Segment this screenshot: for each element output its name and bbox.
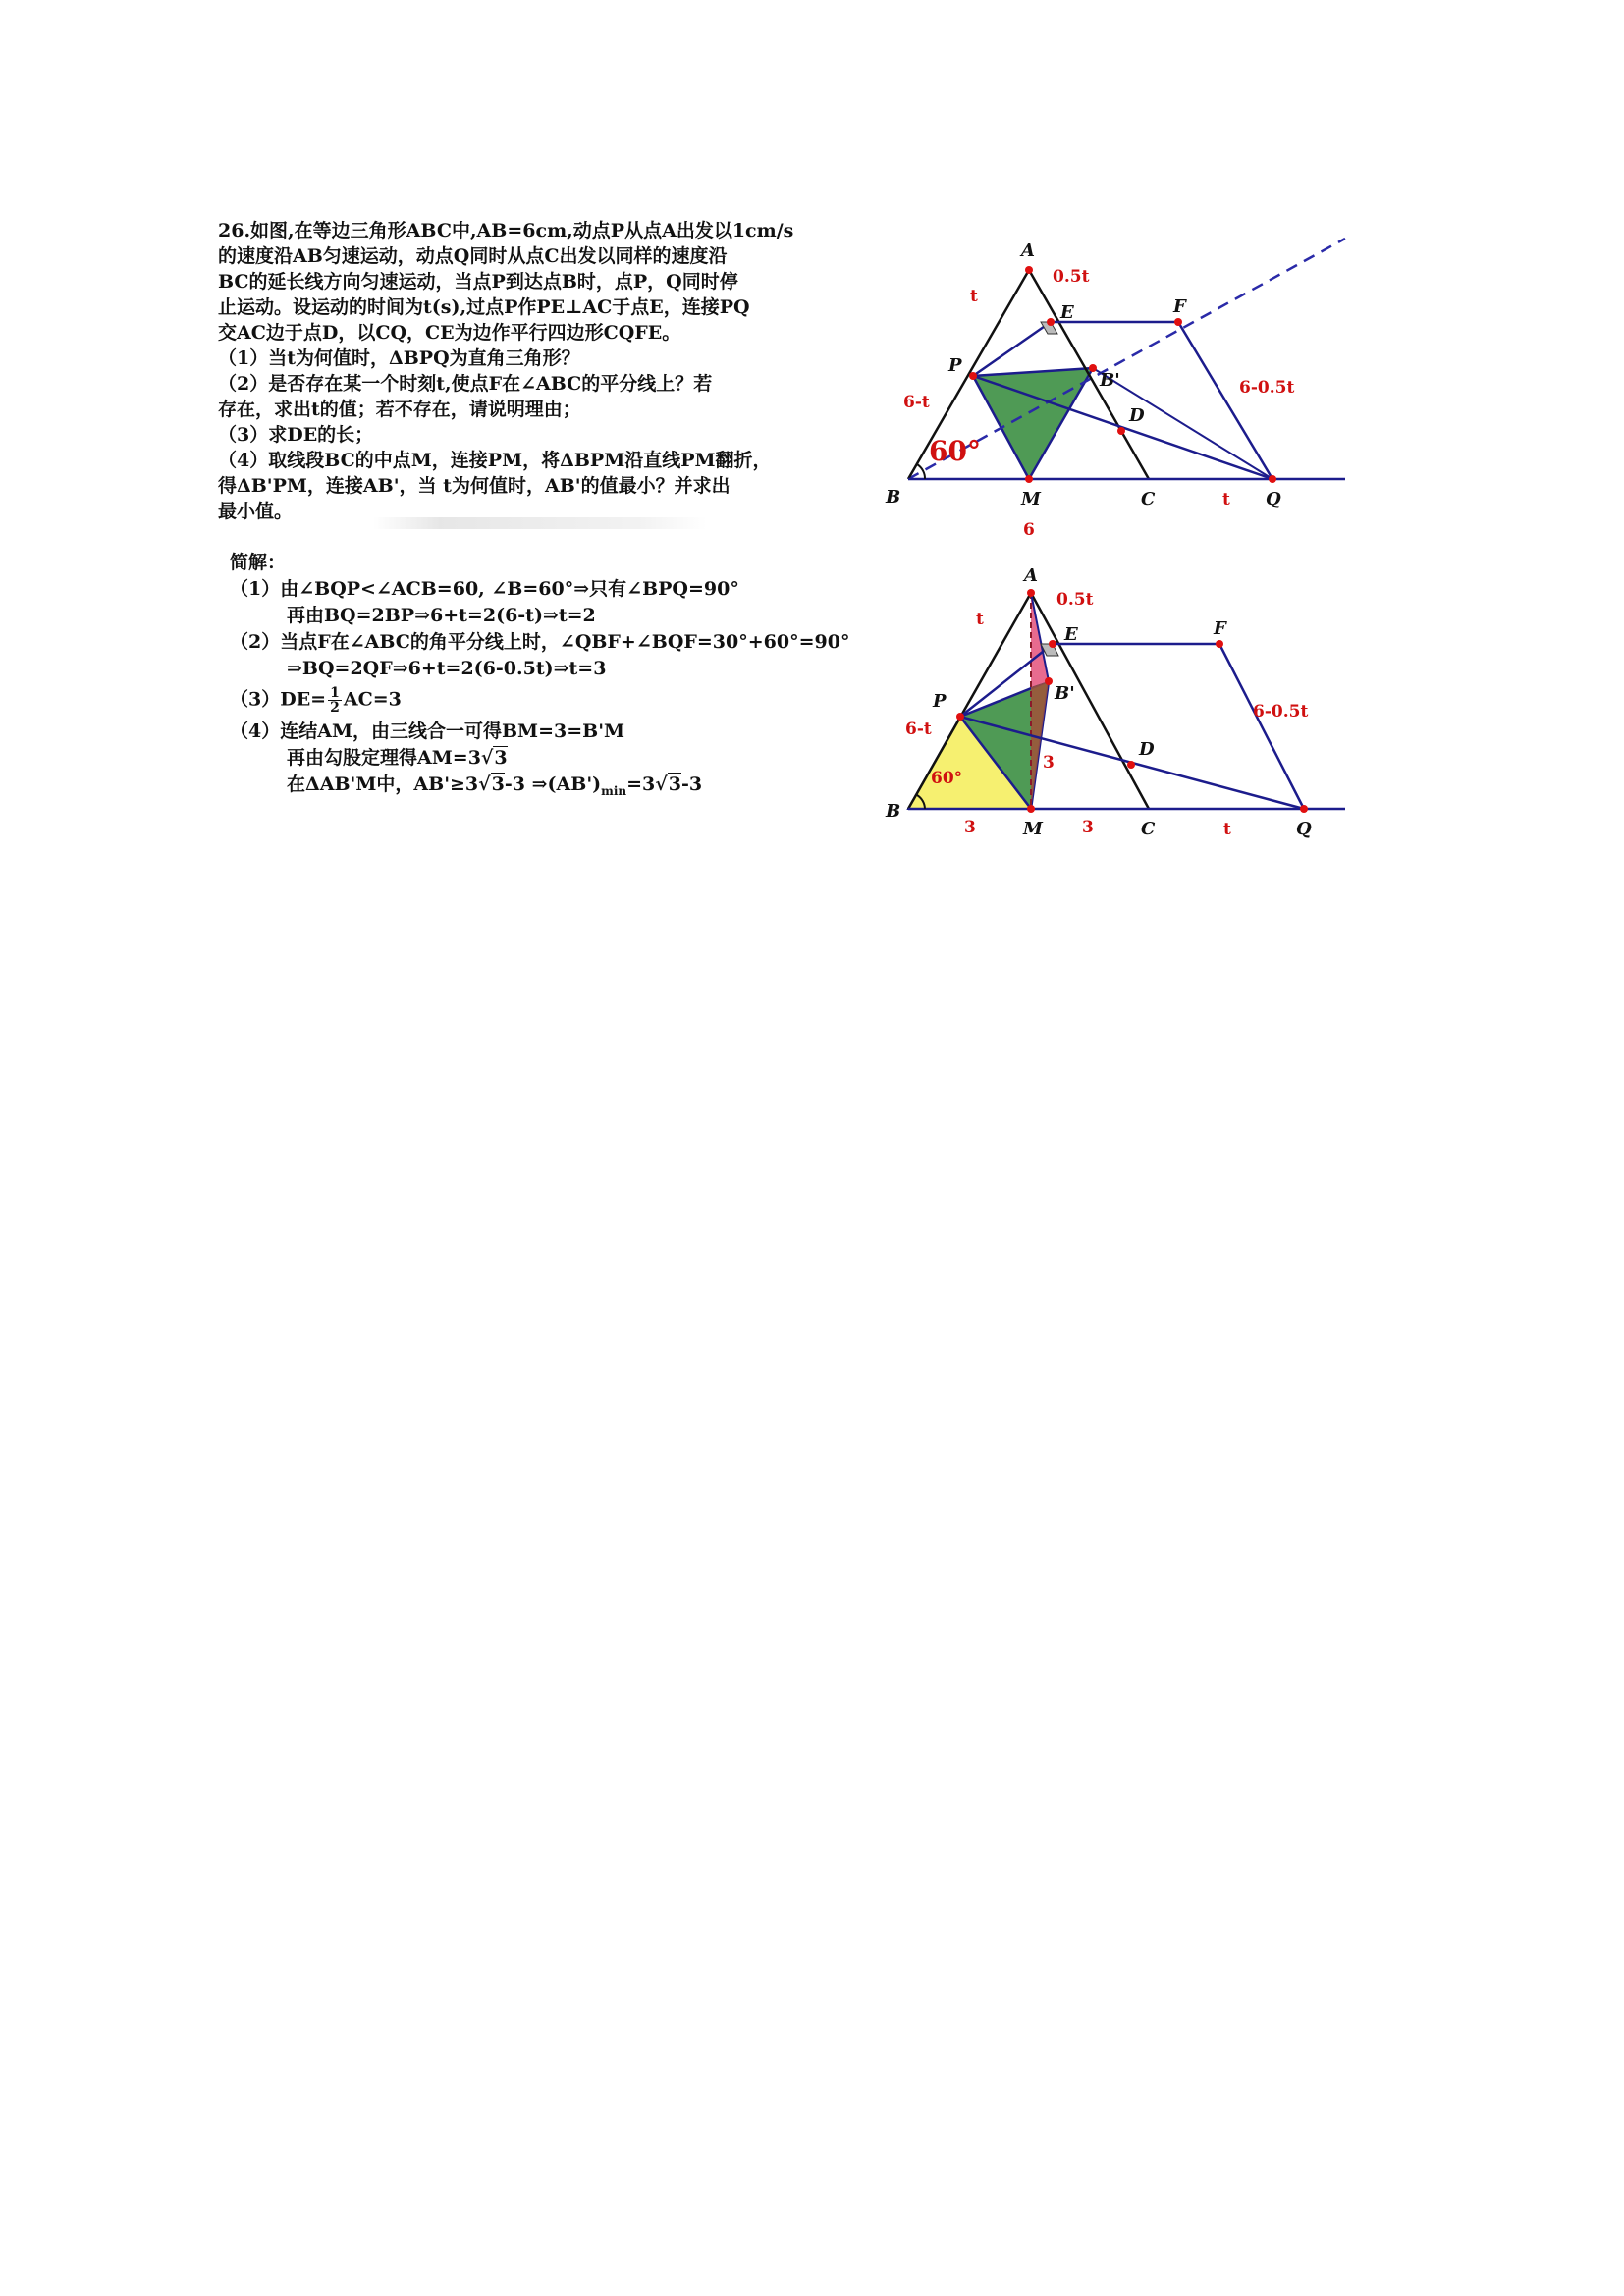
solution-step-3 <box>230 686 937 715</box>
label-m: M <box>1023 819 1043 839</box>
solution-step-4-cont: 再由勾股定理得AM=3√3 <box>287 747 508 769</box>
point-q-dot <box>1269 475 1276 483</box>
label-bprime: B' <box>1100 370 1120 391</box>
problem-line: （3）求DE的长； <box>218 424 374 446</box>
point-m-dot <box>1025 475 1033 483</box>
label-q: Q <box>1296 819 1312 839</box>
label-d: D <box>1129 405 1145 426</box>
label-bc: 6 <box>1023 520 1035 540</box>
line-fq <box>1178 322 1272 479</box>
problem-line: 交AC边于点D，以CQ，CE为边作平行四边形CQFE。 <box>218 322 681 344</box>
solution-step-4: （4）连结AM，由三线合一可得BM=3=B'M <box>230 721 625 742</box>
label-e: E <box>1060 302 1074 323</box>
label-bprime: B' <box>1055 683 1075 704</box>
step-4c-eq: =3 <box>626 774 656 795</box>
step-4c-end: -3 <box>681 774 703 795</box>
sqrt-radicand: 3 <box>494 747 508 769</box>
label-bm: 3 <box>964 818 976 837</box>
problem-statement <box>218 218 874 524</box>
label-e: E <box>1064 624 1078 645</box>
scan-smudge <box>373 517 707 529</box>
point-p-dot <box>956 713 964 721</box>
point-p-dot <box>969 372 977 380</box>
label-m: M <box>1021 489 1041 509</box>
point-m-dot <box>1027 805 1035 813</box>
problem-line: 得ΔB'PM，连接AB'，当 t为何值时，AB'的值最小？并求出 <box>218 475 731 497</box>
solution-heading: 简解： <box>230 552 287 573</box>
step-4b-text: 再由勾股定理得AM=3 <box>287 747 481 769</box>
label-c: C <box>1141 489 1156 509</box>
label-angle: 60° <box>931 769 963 788</box>
label-d: D <box>1139 739 1155 760</box>
fraction-numerator: 1 <box>330 685 340 701</box>
sqrt-radicand: 3 <box>668 774 681 795</box>
step-4c-mid: -3 ⇒(AB') <box>504 774 602 795</box>
problem-line: 最小值。 <box>218 501 294 522</box>
label-ae: 0.5t <box>1053 267 1090 287</box>
sqrt-radicand: 3 <box>491 774 505 795</box>
point-bprime-dot <box>1045 677 1053 685</box>
point-d-dot <box>1127 761 1135 769</box>
label-cq: t <box>1222 490 1230 509</box>
figure-2 <box>864 560 1355 854</box>
point-d-dot <box>1117 427 1125 435</box>
label-a: A <box>1024 565 1038 586</box>
fraction-half <box>328 686 342 715</box>
angle-arc <box>917 464 925 479</box>
point-bprime-dot <box>1089 364 1097 372</box>
side-ac <box>1031 593 1149 809</box>
step-4c-text: 在ΔAB'M中，AB'≥3 <box>287 774 479 795</box>
solution-step-4-final: 在ΔAB'M中，AB'≥3√3-3 $\Rightarrow(AB')_{min}=3√3-3$ <box>287 774 703 798</box>
label-ae: 0.5t <box>1056 590 1094 610</box>
label-angle: 60° <box>929 435 981 467</box>
label-pb: 6-t <box>903 393 930 412</box>
label-b: B <box>886 487 901 507</box>
line-fq <box>1219 644 1304 809</box>
label-pb: 6-t <box>905 720 932 739</box>
fraction-denominator: 2 <box>330 700 340 716</box>
point-e-dot <box>1047 318 1055 326</box>
label-ap: t <box>970 287 978 306</box>
problem-line: 的速度沿AB匀速运动，动点Q同时从点C出发以同样的速度沿 <box>218 245 728 267</box>
point-f-dot <box>1174 318 1182 326</box>
min-subscript: min <box>601 783 627 798</box>
label-fq: 6-0.5t <box>1239 378 1295 398</box>
label-p: P <box>933 691 947 712</box>
problem-line: 止运动。设运动的时间为t(s),过点P作PE⊥AC于点E，连接PQ <box>218 296 750 318</box>
label-bprime-m: 3 <box>1043 753 1055 773</box>
label-a: A <box>1021 240 1035 261</box>
label-q: Q <box>1266 489 1281 509</box>
point-e-dot <box>1049 640 1056 648</box>
label-p: P <box>948 355 962 376</box>
point-a-dot <box>1027 589 1035 597</box>
solution-step-2: （2）当点F在∠ABC的角平分线上时，∠QBF+∠BQF=30°+60°=90° <box>230 631 850 653</box>
solution-step-1: （1）由∠BQP<∠ACB=60, ∠B=60°⇒只有∠BPQ=90° <box>230 578 739 600</box>
label-c: C <box>1141 819 1156 839</box>
problem-line: 存在，求出t的值；若不存在，请说明理由； <box>218 399 581 420</box>
label-cq: t <box>1223 820 1231 839</box>
step-3-suffix: AC=3 <box>343 688 402 711</box>
label-f: F <box>1173 296 1186 317</box>
problem-line: （4）取线段BC的中点M，连接PM，将ΔBPM沿直线PM翻折， <box>218 450 772 471</box>
triangle-pmb-green <box>973 368 1093 479</box>
solution-step-2-cont: ⇒BQ=2QF⇒6+t=2(6-0.5t)⇒t=3 <box>287 658 607 679</box>
point-f-dot <box>1216 640 1223 648</box>
solution-step-1-cont: 再由BQ=2BP⇒6+t=2(6-t)⇒t=2 <box>287 605 596 626</box>
figure-1 <box>864 221 1355 545</box>
problem-line: （1）当t为何值时，ΔBPQ为直角三角形？ <box>218 347 580 369</box>
step-3-prefix: （3）DE= <box>230 688 327 711</box>
label-ap: t <box>976 610 984 629</box>
label-b: B <box>886 801 901 822</box>
point-a-dot <box>1025 266 1033 274</box>
solution <box>230 550 937 805</box>
label-mc: 3 <box>1082 818 1094 837</box>
label-f: F <box>1214 618 1226 639</box>
problem-line: 26.如图,在等边三角形ABC中,AB=6cm,动点P从点A出发以1cm/s <box>218 220 794 241</box>
problem-line: BC的延长线方向匀速运动，当点P到达点B时，点P，Q同时停 <box>218 271 738 293</box>
label-fq: 6-0.5t <box>1253 702 1309 721</box>
problem-line: （2）是否存在某一个时刻t,使点F在∠ABC的平分线上？若 <box>218 373 713 395</box>
point-q-dot <box>1300 805 1308 813</box>
